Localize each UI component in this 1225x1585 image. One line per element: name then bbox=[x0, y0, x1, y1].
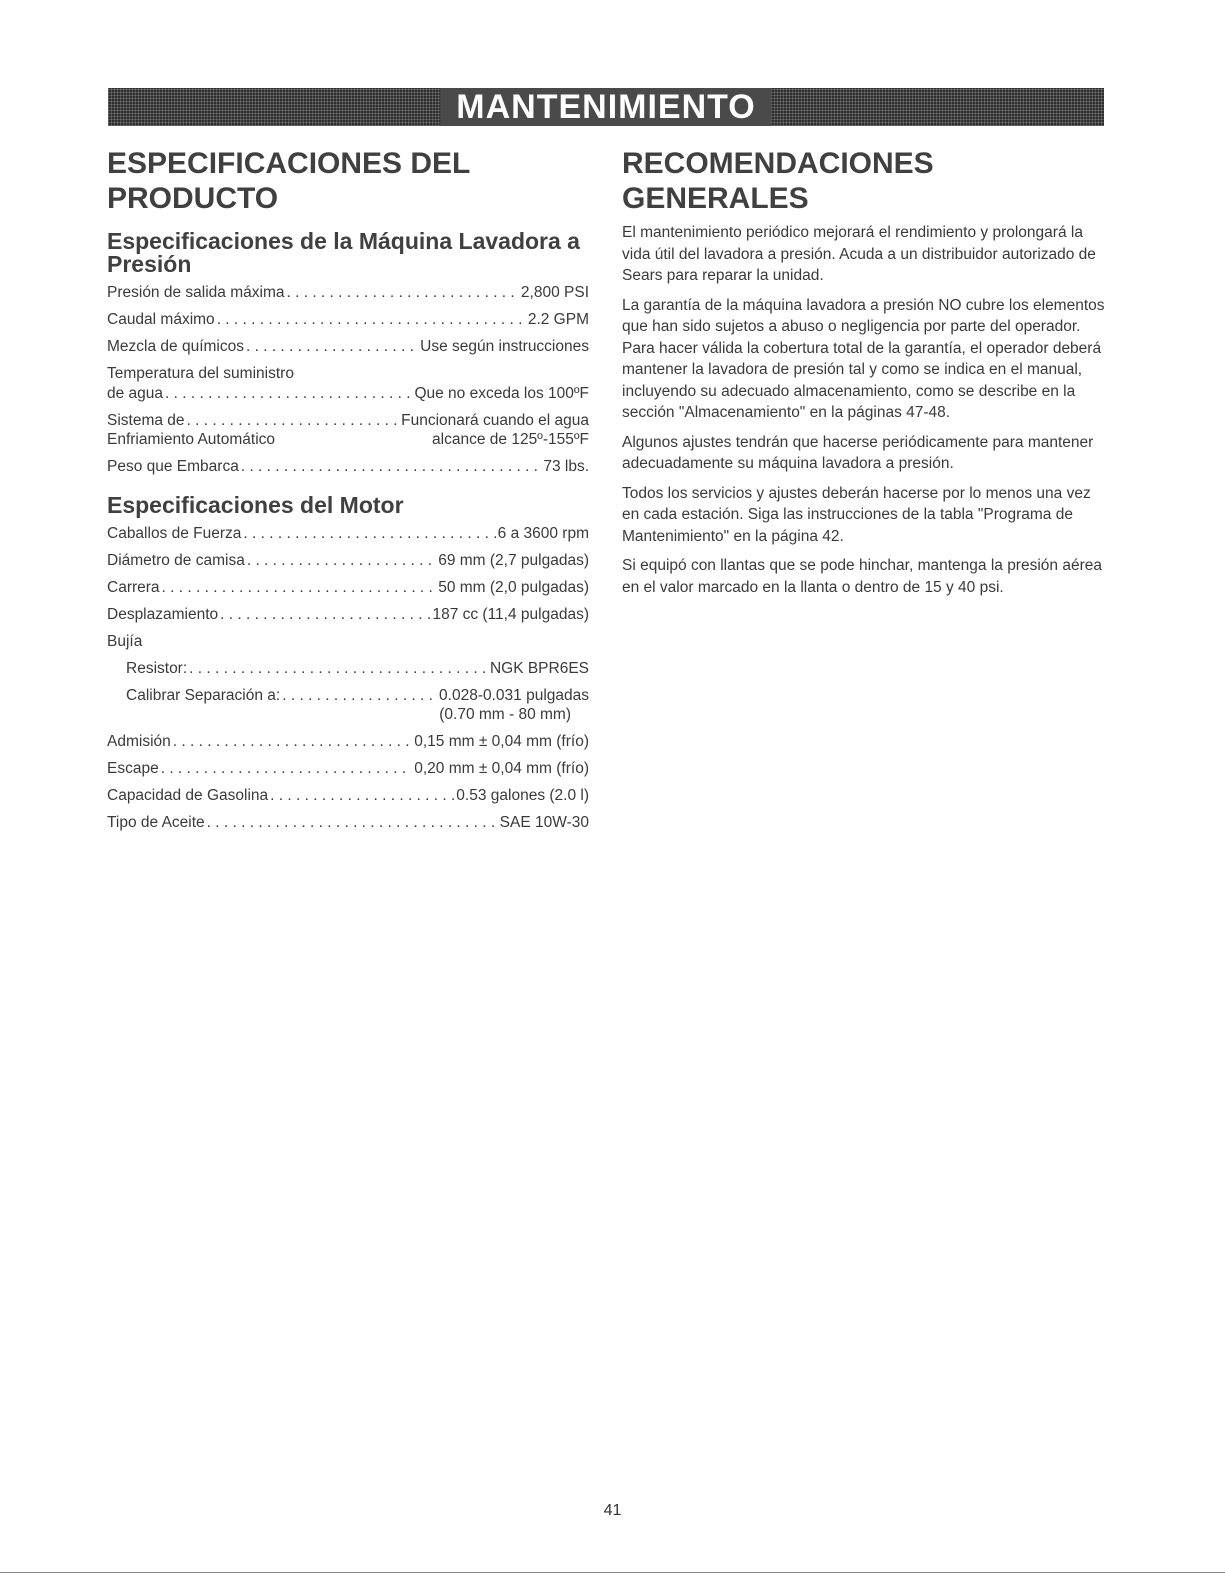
spec-label: Admisión bbox=[107, 733, 171, 750]
spec-row-pressure bbox=[107, 284, 589, 302]
spec-value: 0.028-0.031 pulgadas bbox=[439, 687, 589, 704]
general-recommendations-column bbox=[622, 146, 1106, 606]
leader-dots bbox=[173, 733, 413, 751]
paragraph: El mantenimiento periódico mejorará el rendimiento y prolongará la vida útil del lavadora a presión. Acuda a un distribuidor autorizado de Sears para reparar la unidad. bbox=[622, 224, 1096, 284]
page-number: 41 bbox=[603, 1502, 622, 1519]
spec-value: 73 lbs. bbox=[543, 458, 589, 475]
spec-label: Peso que Embarca bbox=[107, 458, 239, 475]
spec-row-exhaust bbox=[107, 760, 589, 778]
leader-dots bbox=[246, 338, 418, 356]
spec-label: Escape bbox=[107, 760, 159, 777]
page-bottom-rule bbox=[0, 1572, 1225, 1573]
spec-value: Use según instrucciones bbox=[420, 338, 589, 355]
washer-specifications-heading: Especificaciones de la Máquina Lavadora a Presión bbox=[107, 228, 580, 277]
paragraph: Todos los servicios y ajustes deberán hacerse por lo menos una vez en cada estación. Siga las instrucciones de la tabla "Programa de Mantenimiento" en la página 42. bbox=[622, 484, 1091, 545]
spec-value: 0.53 galones (2.0 l) bbox=[456, 787, 589, 804]
leader-dots bbox=[247, 552, 436, 570]
spec-value: 2.2 GPM bbox=[527, 311, 589, 328]
spec-value: SAE 10W-30 bbox=[499, 814, 589, 831]
paragraph: Si equipó con llantas que se pode hinchar, mantenga la presión aérea en el valor marcado en la llanta o dentro de 15 y 40 psi. bbox=[622, 557, 1102, 596]
spec-row-fuel bbox=[107, 787, 589, 805]
spec-row-cooling bbox=[107, 412, 589, 430]
spec-value: alcance de 125º-155ºF bbox=[432, 431, 589, 448]
spec-label: Resistor: bbox=[126, 660, 188, 677]
leader-dots bbox=[217, 311, 526, 329]
general-recommendations-heading: RECOMENDACIONES GENERALES bbox=[622, 147, 934, 215]
spec-row-gap-cont bbox=[107, 706, 589, 724]
spec-label: Sistema de bbox=[107, 412, 185, 429]
spec-label: de agua bbox=[107, 385, 164, 402]
paragraph: Algunos ajustes tendrán que hacerse periódicamente para mantener adecuadamente su máquina lavadora a presión. bbox=[622, 433, 1094, 472]
spec-row-weight bbox=[107, 458, 589, 476]
spec-value: 69 mm (2,7 pulgadas) bbox=[438, 552, 589, 569]
spec-label: Caballos de Fuerza bbox=[107, 525, 242, 542]
spec-label: Carrera bbox=[107, 579, 160, 596]
spec-row-bore bbox=[107, 552, 589, 570]
spec-label: Enfriamiento Automático bbox=[107, 431, 276, 448]
spec-label-temperature: Temperatura del suministro bbox=[107, 365, 294, 382]
spec-row-displacement bbox=[107, 606, 589, 624]
leader-dots bbox=[162, 579, 437, 597]
spec-label: Calibrar Separación a: bbox=[126, 687, 281, 704]
spec-label: Capacidad de Gasolina bbox=[107, 787, 269, 804]
spec-row-horsepower bbox=[107, 525, 589, 543]
spec-value: 2,800 PSI bbox=[520, 284, 589, 301]
leader-dots bbox=[220, 606, 430, 624]
leader-dots bbox=[207, 814, 498, 832]
paragraph: La garantía de la máquina lavadora a presión NO cubre los elementos que han sido sujetos a abuso o negligencia por parte del operador. Para hacer válida la cobertura total de la garantía, el operador deberá mantener la lavadora de presión tal y como se indica en el manual, incluyendo su adecuado almacenamiento, como se describe en la sección "Almacenamiento" en la páginas 47-48. bbox=[622, 296, 1105, 421]
spec-value: 0,20 mm ± 0,04 mm (frío) bbox=[414, 760, 589, 777]
spec-row-stroke bbox=[107, 579, 589, 597]
leader-dots bbox=[286, 284, 518, 302]
leader-dots bbox=[165, 385, 412, 403]
spec-row-oil bbox=[107, 814, 589, 832]
product-specifications-column bbox=[107, 146, 589, 841]
spec-label: Presión de salida máxima bbox=[107, 284, 285, 301]
spec-value: 0,15 mm ± 0,04 mm (frío) bbox=[414, 733, 589, 750]
spec-label: Mezcla de químicos bbox=[107, 338, 244, 355]
leader-dots bbox=[187, 412, 400, 430]
leader-dots bbox=[243, 525, 495, 543]
spec-label: Tipo de Aceite bbox=[107, 814, 205, 831]
spec-row-resistor bbox=[107, 660, 589, 678]
spec-label: Desplazamiento bbox=[107, 606, 219, 623]
leader-dots bbox=[189, 660, 488, 678]
spec-value: NGK BPR6ES bbox=[489, 660, 589, 677]
spec-row-temperature bbox=[107, 385, 589, 403]
leader-dots bbox=[241, 458, 542, 476]
motor-specifications-heading: Especificaciones del Motor bbox=[107, 492, 404, 518]
spec-value: (0.70 mm - 80 mm) bbox=[439, 706, 571, 723]
spec-row-chemicals bbox=[107, 338, 589, 356]
spec-row-gap bbox=[107, 687, 589, 705]
spec-value: 187 cc (11,4 pulgadas) bbox=[432, 606, 589, 623]
product-specifications-heading: ESPECIFICACIONES DEL PRODUCTO bbox=[107, 147, 470, 215]
banner-title: MANTENIMIENTO bbox=[440, 88, 771, 126]
section-banner bbox=[108, 88, 1104, 126]
leader-dots bbox=[270, 787, 454, 805]
spec-value: 6 a 3600 rpm bbox=[497, 525, 589, 542]
spec-value: Que no exceda los 100ºF bbox=[414, 385, 589, 402]
spec-value: Funcionará cuando el agua bbox=[401, 412, 589, 429]
spec-row-flow bbox=[107, 311, 589, 329]
spec-label: Caudal máximo bbox=[107, 311, 215, 328]
spec-label: Diámetro de camisa bbox=[107, 552, 245, 569]
spark-plug-title: Bujía bbox=[107, 633, 143, 650]
leader-dots bbox=[282, 687, 437, 705]
spec-row-cooling-cont bbox=[107, 431, 589, 449]
spec-value: 50 mm (2,0 pulgadas) bbox=[438, 579, 589, 596]
spec-row-intake bbox=[107, 733, 589, 751]
leader-dots bbox=[161, 760, 413, 778]
